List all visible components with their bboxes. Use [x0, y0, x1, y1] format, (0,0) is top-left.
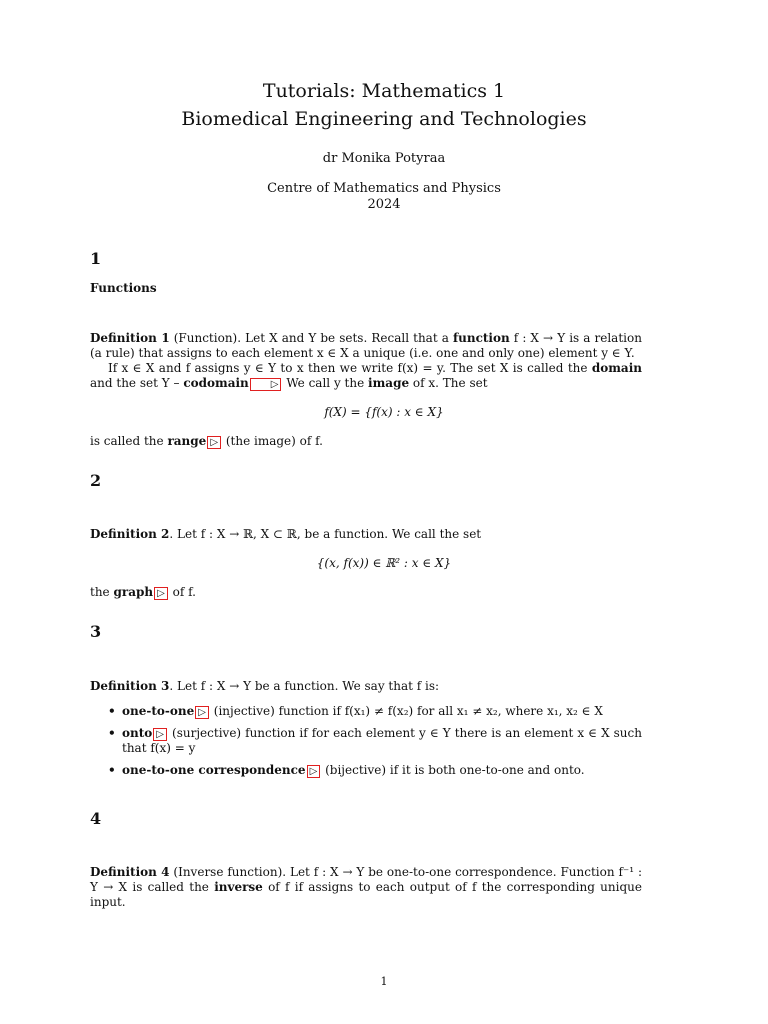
definition-2-paragraph-2: [90, 585, 642, 600]
term-range: range: [167, 434, 207, 448]
bullet-icon: •: [108, 726, 116, 740]
section-number-1: 1: [90, 249, 102, 268]
codomain-link-icon[interactable]: ▷: [250, 378, 282, 391]
term-inverse: inverse: [214, 880, 263, 894]
range-link-icon[interactable]: ▷: [207, 436, 221, 449]
section-number-2: 2: [90, 471, 102, 490]
definition-3-paragraph: [90, 679, 642, 694]
term-domain: domain: [591, 361, 642, 375]
section-heading-functions: Functions: [90, 281, 157, 295]
definition-1-paragraph-2: [90, 361, 642, 391]
term-function: function: [452, 331, 510, 345]
definition-2-label: Definition 2: [90, 527, 170, 541]
term-onto: onto: [122, 726, 153, 740]
definition-1-note: (Function).: [173, 331, 242, 345]
definition-1-p2-text: If x ∈ X and f assigns y ∈ Y to x then we write f(x) = y. The set X is called the: [108, 361, 588, 375]
definition-1-p3-text-2: (the image) of f.: [225, 434, 323, 448]
list-item: [108, 704, 642, 719]
bullet-icon: •: [108, 704, 116, 718]
term-one-to-one-correspondence: one-to-one correspondence: [122, 763, 306, 777]
definition-1-paragraph: [90, 331, 642, 361]
definition-4-label: Definition 4: [90, 865, 170, 879]
section-number-3: 3: [90, 622, 102, 641]
bullet-icon: •: [108, 763, 116, 777]
equation-graph: {(x, f(x)) ∈ ℝ² : x ∈ X}: [316, 556, 452, 570]
term-graph: graph: [113, 585, 154, 599]
year: 2024: [367, 197, 401, 212]
list-item-text: (surjective) function if for each element y ∈ Y there is an element x ∈ X such that f(x) = y: [122, 726, 642, 755]
definition-3-list: [108, 704, 642, 785]
definition-4-text: Let f : X → Y be one-to-one correspondence. Function f⁻¹ : Y → X is called the: [90, 865, 642, 894]
definition-1-text: Let X and Y be sets. Recall that a: [245, 331, 449, 345]
definition-1-p3-text: is called the: [90, 434, 164, 448]
one-to-one-correspondence-link-icon[interactable]: ▷: [307, 765, 321, 778]
definition-1-text-2: f : X → Y is a relation (a rule) that assigns to each element x ∈ X a unique (i.e. one and only one) element y ∈ Y.: [90, 331, 642, 360]
institution: Centre of Mathematics and Physics: [267, 181, 501, 196]
definition-4-note: (Inverse function).: [173, 865, 287, 879]
title-line-2: Biomedical Engineering and Technologies: [181, 108, 587, 130]
equation-range: f(X) = {f(x) : x ∈ X}: [324, 405, 444, 419]
definition-4-text-2: of f if assigns to each output of f the corresponding unique input.: [90, 880, 642, 909]
title-line-1: Tutorials: Mathematics 1: [262, 80, 506, 102]
graph-link-icon[interactable]: ▷: [154, 587, 168, 600]
definition-1-label: Definition 1: [90, 331, 170, 345]
list-item: [108, 763, 642, 778]
definition-1-p2-text-2: and the set Y –: [90, 376, 180, 390]
list-item: [108, 726, 642, 756]
list-item-text: (injective) function if f(x₁) ≠ f(x₂) for all x₁ ≠ x₂, where x₁, x₂ ∈ X: [213, 704, 603, 718]
definition-1-p2-text-3: We call y the: [286, 376, 365, 390]
definition-2-text-2: the: [90, 585, 110, 599]
list-item-text: (bijective) if it is both one-to-one and onto.: [325, 763, 585, 777]
definition-1-paragraph-3: [90, 434, 642, 449]
section-number-4: 4: [90, 809, 102, 828]
definition-1-p2-text-4: of x. The set: [412, 376, 488, 390]
definition-2-paragraph: [90, 527, 642, 542]
one-to-one-link-icon[interactable]: ▷: [195, 706, 209, 719]
definition-4-paragraph: [90, 865, 642, 910]
term-image: image: [368, 376, 410, 390]
author: dr Monika Potyraa: [322, 151, 446, 166]
definition-3-label: Definition 3: [90, 679, 170, 693]
term-codomain: codomain: [183, 376, 249, 390]
definition-2-text-3: of f.: [172, 585, 196, 599]
definition-2-text: . Let f : X → ℝ, X ⊂ ℝ, be a function. We call the set: [169, 527, 482, 541]
onto-link-icon[interactable]: ▷: [153, 728, 167, 741]
page-number: 1: [380, 975, 388, 988]
definition-3-text: . Let f : X → Y be a function. We say that f is:: [169, 679, 440, 693]
term-one-to-one: one-to-one: [122, 704, 195, 718]
